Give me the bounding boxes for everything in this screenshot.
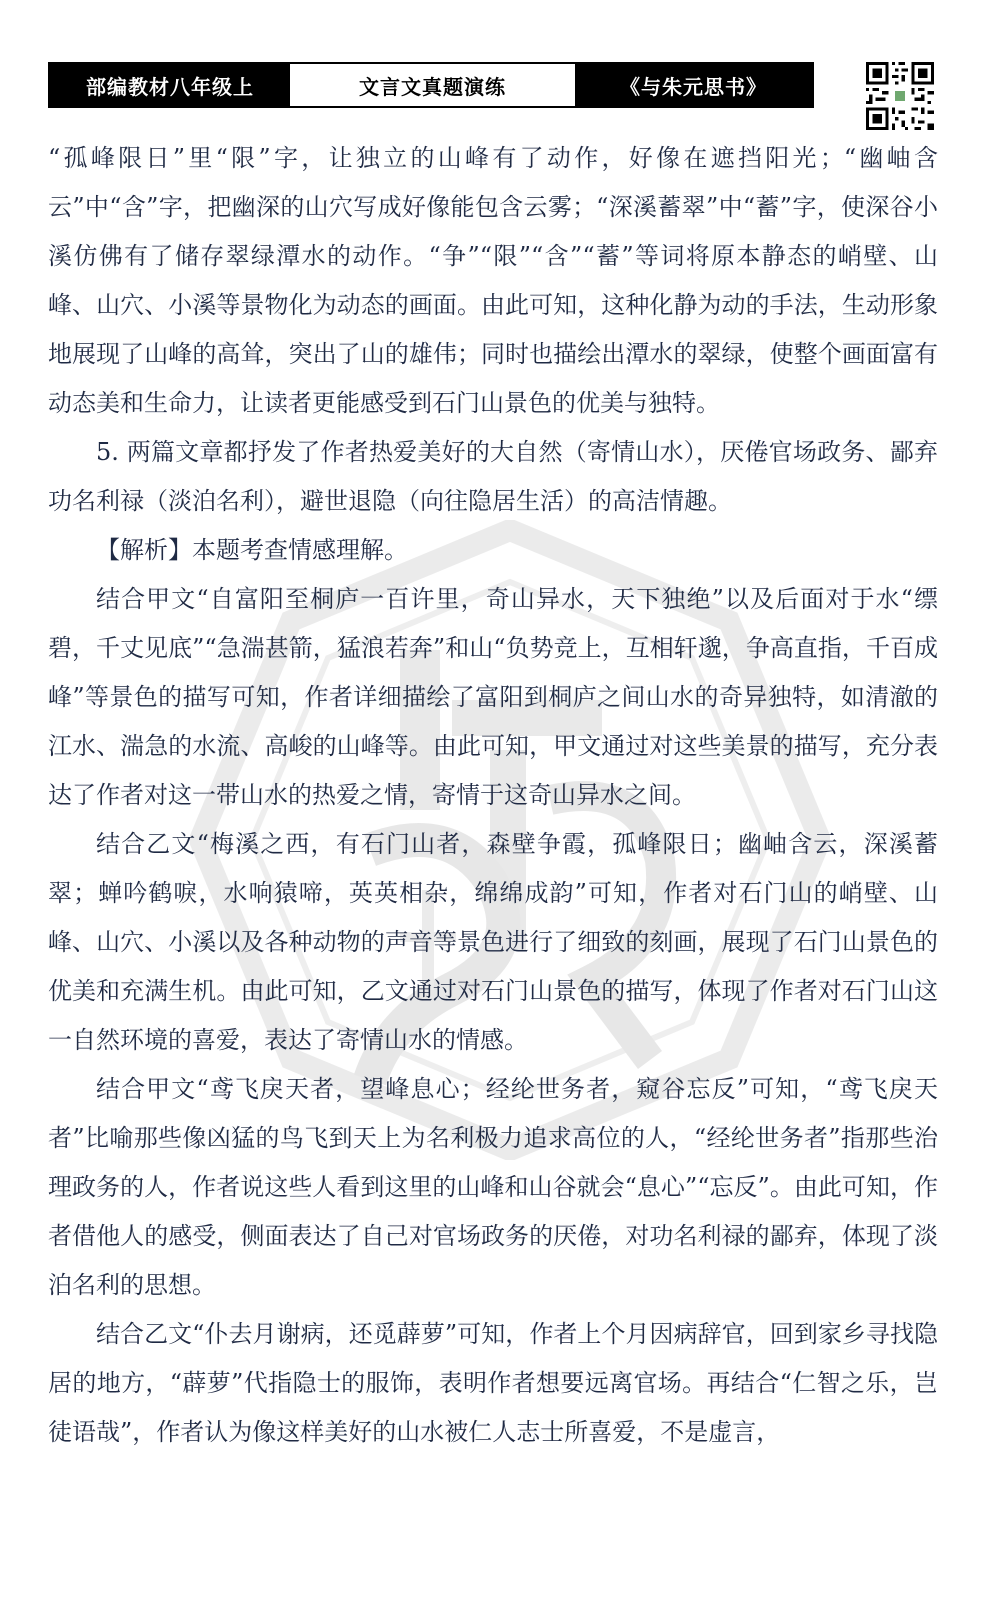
paragraph-analysis-heading: 【解析】本题考查情感理解。 [96,536,408,564]
answer-content [48,134,938,1457]
paragraph-analysis-continued: “孤峰限日”里“限”字，让独立的山峰有了动作，好像在遮挡阳光；“幽岫含云”中“含”字，把幽深的山穴写成好像能包含云雾；“深溪蓄翠”中“蓄”字，使深谷小溪仿佛有了储存翠绿潭水的动作。“争”“限”“含”“蓄”等词将原本静态的峭壁、山峰、山穴、小溪等景物化为动态的画面。由此可知，这种化静为动的手法，生动形象地展现了山峰的高耸，突出了山的雄伟；同时也描绘出潭水的翠绿，使整个画面富有动态美和生命力，让读者更能感受到石门山景色的优美与独特。 [48,144,938,417]
paragraph-text-b-emotion: 结合乙文“仆去月谢病，还觅薜萝”可知，作者上个月因病辞官，回到家乡寻找隐居的地方，“薜萝”代指隐士的服饰，表明作者想要远离官场。再结合“仁智之乐，岂徒语哉”，作者认为像这样美好的山水被仁人志士所喜爱，不是虚言， [48,1320,938,1446]
header-section-title: 文言文真题演练 [290,64,575,106]
header-lesson-title: 《与朱元思书》 [575,64,812,106]
document-header [48,62,814,108]
header-grade-label: 部编教材八年级上 [50,64,290,106]
paragraph-text-a-emotion: 结合甲文“鸢飞戾天者，望峰息心；经纶世务者，窥谷忘反”可知，“鸢飞戾天者”比喻那些像凶猛的鸟飞到天上为名利极力追求高位的人，“经纶世务者”指那些治理政务的人，作者说这些人看到这里的山峰和山谷就会“息心”“忘反”。由此可知，作者借他人的感受，侧面表达了自己对官场政务的厌倦，对功名利禄的鄙弃，体现了淡泊名利的思想。 [48,1075,938,1299]
qr-code-icon [866,62,934,130]
paragraph-text-a-scenery: 结合甲文“自富阳至桐庐一百许里，奇山异水，天下独绝”以及后面对于水“缥碧，千丈见底”“急湍甚箭，猛浪若奔”和山“负势竞上，互相轩邈，争高直指，千百成峰”等景色的描写可知，作者详细描绘了富阳到桐庐之间山水的奇异独特，如清澈的江水、湍急的水流、高峻的山峰等。由此可知，甲文通过对这些美景的描写，充分表达了作者对这一带山水的热爱之情，寄情于这奇山异水之间。 [48,585,938,809]
paragraph-text-b-scenery: 结合乙文“梅溪之西，有石门山者，森壁争霞，孤峰限日；幽岫含云，深溪蓄翠；蝉吟鹤唳，水响猿啼，英英相杂，绵绵成韵”可知，作者对石门山的峭壁、山峰、山穴、小溪以及各种动物的声音等景色进行了细致的刻画，展现了石门山景色的优美和充满生机。由此可知，乙文通过对石门山景色的描写，体现了作者对石门山这一自然环境的喜爱，表达了寄情山水的情感。 [48,830,938,1054]
paragraph-question-5-answer: 5. 两篇文章都抒发了作者热爱美好的大自然（寄情山水），厌倦官场政务、鄙弃功名利禄（淡泊名利），避世退隐（向往隐居生活）的高洁情趣。 [48,438,938,515]
